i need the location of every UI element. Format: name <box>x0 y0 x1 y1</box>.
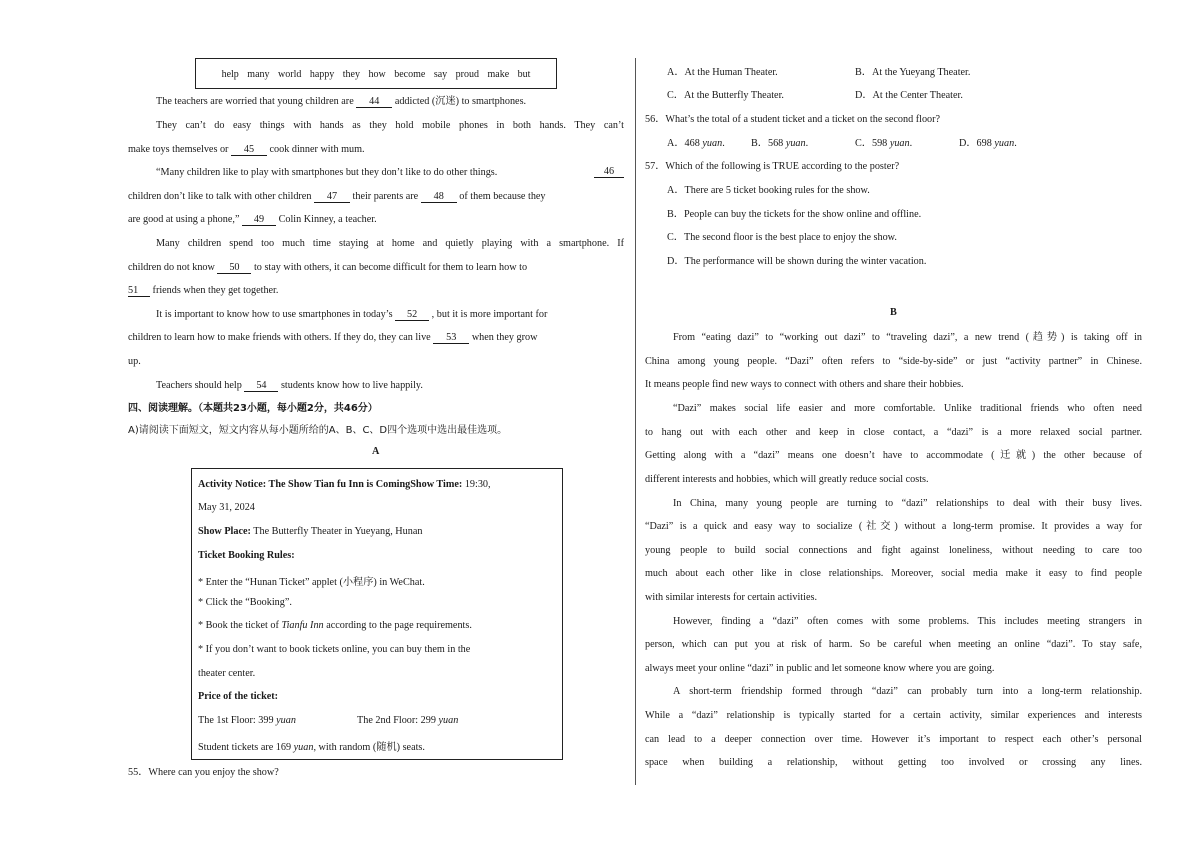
passage-line: much about each other like in close relationships. Moreover, social media make it easy to find people <box>645 568 1142 579</box>
text: . <box>805 138 809 149</box>
word-box: help many world happy they how become say proud make but <box>195 58 557 89</box>
notice-floor-1 <box>198 715 296 726</box>
text: cook dinner with mum. <box>269 144 365 155</box>
q55-option-b[interactable]: B．At the Yueyang Theater. <box>855 67 971 78</box>
cloze-line <box>128 190 546 204</box>
notice-place <box>198 526 422 537</box>
text: Teachers should help <box>156 380 242 391</box>
text: to stay with others, it can become difficult for them to learn how to <box>253 262 528 273</box>
section-instruction: A)请阅读下面短文，短文内容从每小题所给的A、B、C、D四个选项中选出最佳选项。 <box>128 425 508 436</box>
text: yuan <box>889 138 910 149</box>
notice-title <box>198 479 491 490</box>
cloze-line <box>128 308 547 322</box>
blank-45[interactable]: 45 <box>231 144 267 156</box>
passage-line: While a “dazi” relationship is typically started for a certain activity, similar experiences and interests <box>645 710 1142 721</box>
q55-option-a[interactable]: A．At the Human Theater. <box>667 67 778 78</box>
text: Activity Notice: The Show Tian fu Inn is ComingShow Time: <box>198 479 463 490</box>
text: The 2nd Floor: 299 <box>357 715 436 726</box>
text: C．598 <box>855 138 888 149</box>
passage-line: space when building a relationship, without getting too involved or crossing any lines. <box>645 757 1142 768</box>
q55-option-d[interactable]: D．At the Center Theater. <box>855 90 963 101</box>
blank-50[interactable]: 50 <box>217 262 251 274</box>
text: The 1st Floor: 399 <box>198 715 274 726</box>
question-56: 56．What’s the total of a student ticket and a ticket on the second floor? <box>645 114 941 125</box>
text: children do not know <box>128 262 215 273</box>
text: The Butterfly Theater in Yueyang, Hunan <box>250 526 423 537</box>
column-divider <box>635 58 636 785</box>
passage-line: “Dazi” is a quick and easy way to socialize (社交) without a long-term promise. It provides a way for <box>645 521 1142 532</box>
question-55: 55．Where can you enjoy the show? <box>128 767 279 778</box>
activity-notice-box <box>191 468 563 760</box>
cloze-line: up. <box>128 356 141 367</box>
cloze-line <box>128 284 278 298</box>
text: . <box>909 138 913 149</box>
notice-price-label: Price of the ticket: <box>198 691 279 702</box>
text: yuan <box>293 742 314 753</box>
notice-student <box>198 738 425 753</box>
text: their parents are <box>352 191 419 202</box>
passage-line: It means people find new ways to connect with others and share their hobbies. <box>645 379 964 390</box>
text: , but it is more important for <box>431 309 548 320</box>
passage-line: From “eating dazi” to “working out dazi” to “traveling dazi”, a new trend (趋势) is taking off in <box>673 332 1142 343</box>
notice-rule-2: * Click the “Booking”. <box>198 597 292 608</box>
passage-line: China among young people. “Dazi” often refers to “side-by-side” or just “activity partner” in Chinese. <box>645 356 1142 367</box>
blank-51[interactable]: 51 <box>128 285 150 297</box>
notice-rules-label: Ticket Booking Rules: <box>198 550 295 561</box>
text: of them because they <box>459 191 546 202</box>
passage-line: person, which can put you at risk of harm. So be careful when meeting an online “dazi”. To stay safe, <box>645 639 1142 650</box>
passage-line: young people to build social connections and fight against loneliness, without needing to care too <box>645 545 1142 556</box>
notice-rule-4: * If you don’t want to book tickets online, you can buy them in the <box>198 644 471 655</box>
cloze-line <box>128 166 624 180</box>
cloze-line <box>128 379 423 393</box>
blank-46[interactable]: 46 <box>594 166 624 178</box>
text: yuan <box>438 715 459 726</box>
cloze-line <box>128 261 527 275</box>
passage-line: can lead to a deeper connection over time. However it’s important to respect each other’s personal <box>645 734 1142 745</box>
cloze-line: Many children spend too much time staying at home and quietly playing with a smartphone. If <box>156 238 624 249</box>
text: . <box>722 138 725 149</box>
text: yuan <box>994 138 1015 149</box>
text: Tianfu Inn <box>281 620 324 631</box>
text: children to learn how to make friends with others. If they do, they can live <box>128 332 431 343</box>
passage-line: A short-term friendship formed through “dazi” can probably turn into a long-term relationship. <box>673 686 1142 697</box>
text: students know how to live happily. <box>280 380 423 391</box>
passage-label-a: A <box>372 446 380 457</box>
text: The teachers are worried that young children are <box>156 96 354 107</box>
cloze-line <box>128 143 365 157</box>
blank-44[interactable]: 44 <box>356 96 392 108</box>
notice-rule-1: * Enter the “Hunan Ticket” applet (小程序) in WeChat. <box>198 577 425 588</box>
text: A．468 <box>667 138 700 149</box>
notice-rule-4-cont: theater center. <box>198 668 256 679</box>
question-57: 57．Which of the following is TRUE according to the poster? <box>645 161 900 172</box>
q57-option-c[interactable]: C．The second floor is the best place to enjoy the show. <box>667 232 897 243</box>
text: It is important to know how to use smartphones in today’s <box>156 309 393 320</box>
text: Colin Kinney, a teacher. <box>278 214 377 225</box>
passage-line: In China, many young people are turning to “dazi” relationships to deal with their busy lives. <box>673 498 1142 509</box>
text: are good at using a phone,” <box>128 214 240 225</box>
passage-line: However, finding a “dazi” often comes with some problems. This includes meeting strangers in <box>673 616 1142 627</box>
blank-47[interactable]: 47 <box>314 191 350 203</box>
text: Show Place: <box>198 526 251 537</box>
blank-52[interactable]: 52 <box>395 309 429 321</box>
text: yuan <box>702 138 723 149</box>
text: addicted (沉迷) to smartphones. <box>394 96 527 107</box>
cloze-line <box>128 95 526 109</box>
blank-54[interactable]: 54 <box>244 380 278 392</box>
cloze-line <box>128 213 377 227</box>
q56-option-b[interactable] <box>751 134 808 149</box>
q56-option-d[interactable] <box>959 134 1017 149</box>
notice-floor-2 <box>357 715 458 726</box>
text: D．698 <box>959 138 992 149</box>
text: Student tickets are 169 <box>198 742 292 753</box>
text: make toys themselves or <box>128 144 229 155</box>
q56-option-a[interactable] <box>667 134 725 149</box>
text: , with random (随机) seats. <box>313 742 425 753</box>
text: B．568 <box>751 138 784 149</box>
passage-line: with similar interests for certain activities. <box>645 592 818 603</box>
section-heading: 四、阅读理解。（本题共23小题，每小题2分，共46分） <box>128 403 378 414</box>
passage-line: always meet your online “dazi” in public and let someone know where you are going. <box>645 663 995 674</box>
blank-48[interactable]: 48 <box>421 191 457 203</box>
text: * Book the ticket of <box>198 620 282 631</box>
text: friends when they get together. <box>152 285 279 296</box>
passage-line: “Dazi” makes social life easier and more comfortable. Unlike traditional friends who often need <box>673 403 1142 414</box>
notice-rule-3 <box>198 620 472 631</box>
passage-line: to hang out with each other and keep in close contact, a “dazi” is a more relaxed social partner. <box>645 427 1142 438</box>
passage-line: different interests and hobbies, which will greatly reduce social costs. <box>645 474 929 485</box>
text: yuan <box>276 715 296 726</box>
text: according to the page requirements. <box>323 620 472 631</box>
text: 19:30, <box>462 479 491 490</box>
q55-option-c[interactable]: C．At the Butterfly Theater. <box>667 90 784 101</box>
blank-49[interactable]: 49 <box>242 214 276 226</box>
passage-line: Getting along with a “dazi” means one doesn’t have to accommodate (迁就) the other because of <box>645 450 1142 461</box>
text: yuan <box>785 138 806 149</box>
text: children don’t like to talk with other children <box>128 191 312 202</box>
passage-label-b: B <box>890 307 897 318</box>
q57-option-d[interactable]: D．The performance will be shown during the winter vacation. <box>667 256 927 267</box>
text: when they grow <box>471 332 538 343</box>
q57-option-b[interactable]: B．People can buy the tickets for the show online and offline. <box>667 209 922 220</box>
notice-date: May 31, 2024 <box>198 502 255 513</box>
q56-option-c[interactable] <box>855 134 912 149</box>
q57-option-a[interactable]: A．There are 5 ticket booking rules for the show. <box>667 185 870 196</box>
blank-53[interactable]: 53 <box>433 332 469 344</box>
text: . <box>1014 138 1017 149</box>
cloze-line <box>128 331 537 345</box>
cloze-line: They can’t do easy things with hands as they hold mobile phones in both hands. They can’t <box>156 120 624 131</box>
text: “Many children like to play with smartphones but they don’t like to do other things. <box>156 167 498 178</box>
